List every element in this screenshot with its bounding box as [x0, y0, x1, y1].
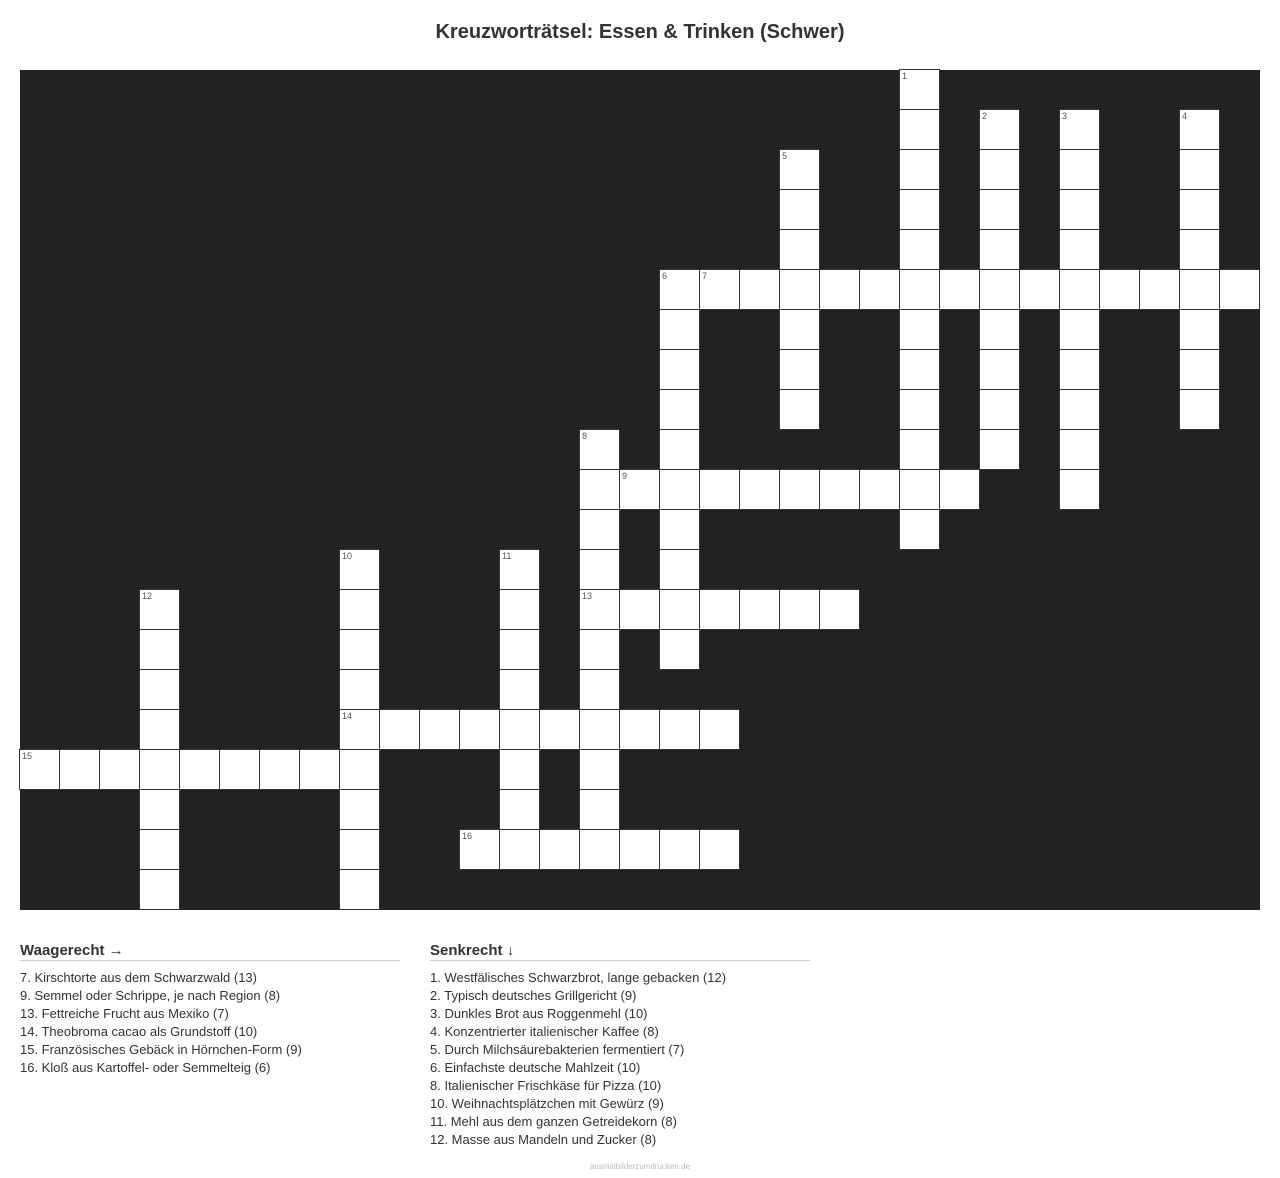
across-clue-list [20, 969, 400, 1077]
grid-cell[interactable] [1059, 349, 1100, 390]
grid-cell[interactable] [979, 229, 1020, 270]
clue-number: 1 [902, 71, 908, 81]
grid-cell[interactable] [899, 149, 940, 190]
grid-cell[interactable] [1059, 189, 1100, 230]
grid-cell[interactable] [739, 269, 780, 310]
grid-cell[interactable] [1059, 109, 1100, 150]
grid-cell[interactable] [979, 389, 1020, 430]
grid-cell[interactable] [659, 389, 700, 430]
grid-cell[interactable] [499, 549, 540, 590]
grid-cell[interactable] [659, 589, 700, 630]
grid-cell[interactable] [579, 669, 620, 710]
across-clues-section [20, 942, 400, 1077]
across-heading: Waagerecht → [20, 942, 400, 961]
grid-cell[interactable] [179, 749, 220, 790]
grid-cell[interactable] [659, 309, 700, 350]
grid-cell[interactable] [899, 109, 940, 150]
grid-cell[interactable] [499, 789, 540, 830]
grid-cell[interactable] [579, 829, 620, 870]
grid-cell[interactable] [619, 829, 660, 870]
grid-cell[interactable] [619, 709, 660, 750]
grid-cell[interactable] [659, 829, 700, 870]
clue-number: 13 [582, 591, 593, 601]
grid-cell[interactable] [659, 269, 700, 310]
grid-cell[interactable] [859, 469, 900, 510]
grid-cell[interactable] [699, 469, 740, 510]
clue-number: 3 [1062, 111, 1068, 121]
grid-cell[interactable] [419, 709, 460, 750]
clue-item: 15. Französisches Gebäck in Hörnchen-Form (9) [20, 1042, 302, 1057]
grid-cell[interactable] [339, 789, 380, 830]
clue-item: 11. Mehl aus dem ganzen Getreidekorn (8) [430, 1114, 677, 1129]
clue-number: 12 [142, 591, 153, 601]
grid-cell[interactable] [339, 869, 380, 910]
clue-item: 3. Dunkles Brot aus Roggenmehl (10) [430, 1006, 648, 1021]
clue-number: 6 [662, 271, 668, 281]
clue-item: 5. Durch Milchsäurebakterien fermentiert (7) [430, 1042, 685, 1057]
grid-cell[interactable] [899, 309, 940, 350]
grid-cell[interactable] [979, 309, 1020, 350]
grid-cell[interactable] [819, 589, 860, 630]
grid-cell[interactable] [659, 549, 700, 590]
grid-cell[interactable] [1179, 269, 1220, 310]
grid-cell[interactable] [139, 589, 180, 630]
clue-item: 9. Semmel oder Schrippe, je nach Region (8) [20, 988, 281, 1003]
clue-number: 14 [342, 711, 353, 721]
down-clues-section [430, 942, 810, 1149]
grid-cell[interactable] [939, 269, 980, 310]
grid-cell[interactable] [779, 229, 820, 270]
grid-cell[interactable] [819, 469, 860, 510]
clue-item: 7. Kirschtorte aus dem Schwarzwald (13) [20, 970, 257, 985]
grid-cell[interactable] [339, 589, 380, 630]
grid-cell[interactable] [1059, 269, 1100, 310]
grid-cell[interactable] [1179, 349, 1220, 390]
footer-credit: ausmalbilderzumdrucken.de [589, 1162, 691, 1171]
grid-cell[interactable] [779, 349, 820, 390]
clue-number: 16 [462, 831, 473, 841]
grid-cell[interactable] [819, 269, 860, 310]
clue-number: 5 [782, 151, 788, 161]
grid-cell[interactable] [899, 69, 940, 110]
clue-number: 4 [1182, 111, 1188, 121]
grid-cell[interactable] [899, 429, 940, 470]
grid-cell[interactable] [539, 709, 580, 750]
grid-cell[interactable] [779, 269, 820, 310]
grid-cell[interactable] [779, 309, 820, 350]
grid-cell[interactable] [1179, 389, 1220, 430]
grid-cell[interactable] [779, 589, 820, 630]
grid-cell[interactable] [499, 829, 540, 870]
grid-cell[interactable] [779, 189, 820, 230]
grid-cell[interactable] [1059, 469, 1100, 510]
clue-item: 4. Konzentrierter italienischer Kaffee (8) [430, 1024, 659, 1039]
grid-cell[interactable] [339, 629, 380, 670]
grid-cell[interactable] [1059, 429, 1100, 470]
clue-number: 10 [342, 551, 353, 561]
grid-cell[interactable] [1219, 269, 1260, 310]
grid-cell[interactable] [139, 789, 180, 830]
clue-item: 2. Typisch deutsches Grillgericht (9) [430, 988, 637, 1003]
grid-cell[interactable] [139, 669, 180, 710]
grid-cell[interactable] [1059, 309, 1100, 350]
clue-item: 13. Fettreiche Frucht aus Mexiko (7) [20, 1006, 229, 1021]
grid-cell[interactable] [219, 749, 260, 790]
grid-cell[interactable] [139, 869, 180, 910]
grid-cell[interactable] [619, 589, 660, 630]
grid-cell[interactable] [59, 749, 100, 790]
grid-cell[interactable] [1179, 149, 1220, 190]
grid-cell[interactable] [699, 589, 740, 630]
grid-cell[interactable] [339, 669, 380, 710]
grid-cell[interactable] [659, 629, 700, 670]
grid-cell[interactable] [579, 629, 620, 670]
grid-cell[interactable] [19, 749, 60, 790]
clue-item: 8. Italienischer Frischkäse für Pizza (10) [430, 1078, 662, 1093]
page-title: Kreuzworträtsel: Essen & Trinken (Schwer) [435, 21, 845, 43]
grid-cell[interactable] [979, 189, 1020, 230]
clue-item: 1. Westfälisches Schwarzbrot, lange gebacken (12) [430, 970, 727, 985]
grid-cell[interactable] [579, 429, 620, 470]
grid-cell[interactable] [499, 749, 540, 790]
grid-cell[interactable] [619, 469, 660, 510]
grid-cell[interactable] [139, 829, 180, 870]
grid-cell[interactable] [579, 509, 620, 550]
grid-cell[interactable] [899, 349, 940, 390]
clue-item: 14. Theobroma cacao als Grundstoff (10) [20, 1024, 258, 1039]
grid-cell[interactable] [499, 589, 540, 630]
grid-cell[interactable] [499, 629, 540, 670]
grid-cell[interactable] [1179, 189, 1220, 230]
clue-number: 11 [502, 551, 512, 561]
clue-item: 12. Masse aus Mandeln und Zucker (8) [430, 1132, 657, 1147]
clue-item: 6. Einfachste deutsche Mahlzeit (10) [430, 1060, 641, 1075]
grid-cell[interactable] [579, 589, 620, 630]
grid-cell[interactable] [779, 149, 820, 190]
grid-cell[interactable] [1099, 269, 1140, 310]
grid-cell[interactable] [779, 389, 820, 430]
grid-cell[interactable] [539, 829, 580, 870]
grid-cell[interactable] [339, 709, 380, 750]
clue-number: 8 [582, 431, 588, 441]
grid-cell[interactable] [739, 469, 780, 510]
clue-number: 9 [622, 471, 628, 481]
grid-cell[interactable] [259, 749, 300, 790]
grid-cell[interactable] [459, 709, 500, 750]
grid-cell[interactable] [939, 469, 980, 510]
grid-cell[interactable] [1059, 389, 1100, 430]
grid-cell[interactable] [899, 229, 940, 270]
grid-cell[interactable] [739, 589, 780, 630]
clue-item: 16. Kloß aus Kartoffel- oder Semmelteig (6) [20, 1060, 271, 1075]
grid-cell[interactable] [899, 389, 940, 430]
grid-cell[interactable] [99, 749, 140, 790]
grid-cell[interactable] [499, 709, 540, 750]
grid-cell[interactable] [379, 709, 420, 750]
grid-cell[interactable] [1019, 269, 1060, 310]
grid-cell[interactable] [899, 269, 940, 310]
down-heading: Senkrecht ↓ [430, 942, 810, 961]
grid-cell[interactable] [979, 149, 1020, 190]
grid-cell[interactable] [579, 549, 620, 590]
grid-cell[interactable] [659, 509, 700, 550]
grid-cell[interactable] [979, 349, 1020, 390]
grid-cell[interactable] [699, 709, 740, 750]
grid-cell[interactable] [299, 749, 340, 790]
clue-number: 15 [22, 751, 33, 761]
grid-cell[interactable] [339, 829, 380, 870]
grid-cell[interactable] [579, 749, 620, 790]
grid-cell[interactable] [579, 789, 620, 830]
grid-cell[interactable] [899, 509, 940, 550]
grid-cell[interactable] [339, 549, 380, 590]
grid-cell[interactable] [979, 269, 1020, 310]
grid-cell[interactable] [899, 189, 940, 230]
grid-cell[interactable] [1179, 109, 1220, 150]
grid-cell[interactable] [579, 469, 620, 510]
down-clue-list [430, 969, 810, 1149]
clue-number: 2 [982, 111, 988, 121]
grid-cell[interactable] [499, 669, 540, 710]
grid-cell[interactable] [859, 269, 900, 310]
clue-number: 7 [702, 271, 708, 281]
clue-item: 10. Weihnachtsplätzchen mit Gewürz (9) [430, 1096, 664, 1111]
grid-cell[interactable] [1179, 229, 1220, 270]
grid-cell[interactable] [659, 469, 700, 510]
grid-cell[interactable] [659, 429, 700, 470]
grid-cell[interactable] [459, 829, 500, 870]
crossword-grid [20, 70, 1260, 910]
grid-cell[interactable] [659, 709, 700, 750]
grid-cell[interactable] [979, 429, 1020, 470]
grid-cell[interactable] [979, 109, 1020, 150]
grid-cell[interactable] [139, 749, 180, 790]
grid-cell[interactable] [1139, 269, 1180, 310]
grid-cell[interactable] [779, 469, 820, 510]
grid-cell[interactable] [1059, 149, 1100, 190]
grid-cell[interactable] [339, 749, 380, 790]
grid-cell[interactable] [579, 709, 620, 750]
grid-cell[interactable] [899, 469, 940, 510]
grid-cell[interactable] [699, 829, 740, 870]
grid-cell[interactable] [139, 629, 180, 670]
grid-cell[interactable] [139, 709, 180, 750]
grid-cell[interactable] [1059, 229, 1100, 270]
grid-cell[interactable] [699, 269, 740, 310]
grid-cell[interactable] [1179, 309, 1220, 350]
grid-cell[interactable] [659, 349, 700, 390]
